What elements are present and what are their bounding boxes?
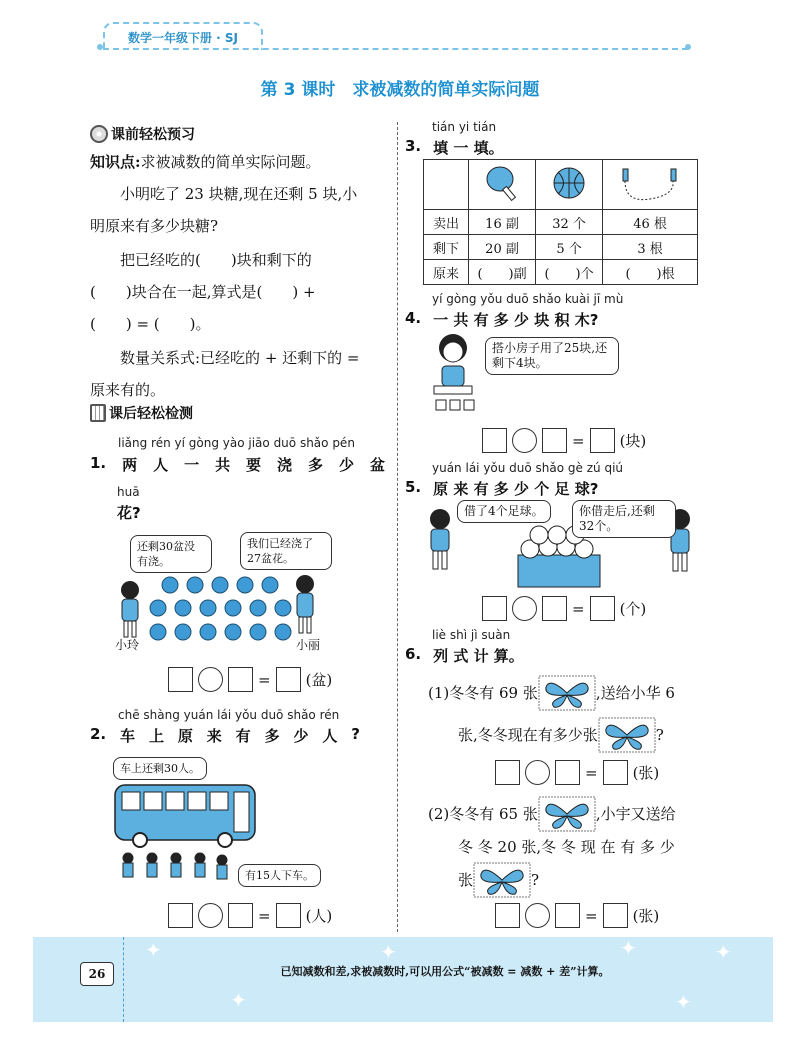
q5-question bbox=[405, 478, 598, 499]
q4-text: 一 共 有 多 少 块 积 木? bbox=[433, 311, 599, 329]
q1-char: 共 bbox=[215, 456, 231, 474]
footer-tip: 已知减数和差,求被减数时,可以用公式“被减数 = 减数 + 差”计算。 bbox=[280, 965, 610, 978]
q1-pinyin2: huā bbox=[117, 485, 140, 499]
q6-part2-line1 bbox=[428, 796, 676, 832]
knowledge-text: 求被减数的简单实际问题。 bbox=[140, 153, 321, 171]
q6-part1-text-a: (1)冬冬有 69 张 bbox=[428, 684, 538, 702]
relation-line2: 原来有的。 bbox=[90, 381, 166, 399]
q3-table bbox=[423, 159, 698, 285]
passengers-getting-off bbox=[123, 853, 227, 879]
table-row bbox=[424, 210, 698, 235]
q2-pinyin: chē shàng yuán lái yǒu duō shǎo rén bbox=[118, 708, 340, 722]
operator-circle[interactable] bbox=[512, 428, 537, 453]
answer-box[interactable] bbox=[555, 760, 580, 785]
operator-circle[interactable] bbox=[198, 667, 223, 692]
q1-question-line2: 花? bbox=[117, 504, 141, 522]
answer-box[interactable] bbox=[276, 667, 301, 692]
q2-char: 上 bbox=[148, 727, 164, 745]
header-tab: 数学一年级下册 · SJ bbox=[103, 22, 263, 50]
check-section-label: 课后轻松检测 bbox=[109, 406, 193, 422]
q4-equation: = (块) bbox=[482, 428, 646, 453]
preview-section-label: 课前轻松预习 bbox=[111, 127, 195, 143]
q1-question bbox=[90, 454, 385, 475]
knowledge-label: 知识点: bbox=[90, 153, 141, 171]
table-cell-answer[interactable]: ( )根 bbox=[603, 260, 698, 285]
q6-part2-line2: 冬 冬 20 张,冬 冬 现 在 有 多 少 bbox=[458, 838, 675, 856]
table-cell: 16 副 bbox=[469, 210, 536, 235]
flower-pots bbox=[150, 577, 291, 640]
table-cell: 46 根 bbox=[603, 210, 698, 235]
answer-box[interactable] bbox=[276, 903, 301, 928]
q1-unit: (盆) bbox=[305, 671, 333, 689]
star-icon: ✦ bbox=[715, 940, 732, 964]
girl-right-figure bbox=[296, 575, 314, 633]
q1-char: 两 bbox=[122, 456, 138, 474]
butterfly-stamp-icon bbox=[538, 796, 596, 832]
answer-box[interactable] bbox=[603, 760, 628, 785]
q6-part1-unit: (张) bbox=[632, 764, 660, 782]
q6-part1-text-c: 张,冬冬现在有多少张 bbox=[458, 726, 598, 744]
header-divider bbox=[103, 48, 688, 50]
jump-rope-icon bbox=[615, 163, 685, 203]
q6-part2-text-b: ,小宇又送给 bbox=[595, 805, 676, 823]
q1-pinyin: liǎng rén yí gòng yào jiāo duō shǎo pén bbox=[118, 436, 355, 450]
answer-box[interactable] bbox=[590, 596, 615, 621]
q5-text: 原 来 有 多 少 个 足 球? bbox=[433, 480, 599, 498]
q6-part1-equation: = (张) bbox=[495, 760, 659, 785]
q2-char: 车 bbox=[120, 727, 136, 745]
q5-bubble-left: 借了4个足球。 bbox=[457, 500, 551, 523]
q1-name-left: 小玲 bbox=[115, 638, 140, 652]
header-dot bbox=[97, 44, 103, 50]
ping-pong-paddle-icon bbox=[482, 163, 522, 203]
answer-box[interactable] bbox=[590, 428, 615, 453]
q1-bubble-right: 我们已经浇了27盆花。 bbox=[240, 532, 332, 570]
q2-question bbox=[90, 725, 360, 746]
q1-number: 1. bbox=[90, 454, 107, 472]
q4-bubble: 搭小房子用了25块,还剩下4块。 bbox=[485, 337, 619, 375]
column-divider bbox=[397, 122, 398, 932]
q6-part2-line3 bbox=[458, 862, 539, 898]
q6-part1-line1 bbox=[428, 675, 675, 711]
q2-char: ? bbox=[351, 725, 360, 743]
table-cell: 20 副 bbox=[469, 235, 536, 260]
q6-part2-text-a: (2)冬冬有 65 张 bbox=[428, 805, 538, 823]
table-cell-answer[interactable]: ( )副 bbox=[469, 260, 536, 285]
q6-part1-text-b: ,送给小华 6 bbox=[595, 684, 675, 702]
table-cell-answer[interactable]: ( )个 bbox=[536, 260, 603, 285]
answer-box[interactable] bbox=[495, 903, 520, 928]
preview-section-heading bbox=[90, 124, 195, 144]
q2-char: 原 bbox=[177, 727, 193, 745]
q1-name-right: 小丽 bbox=[296, 638, 321, 652]
q1-illustration bbox=[110, 570, 325, 660]
q5-equation: = (个) bbox=[482, 596, 646, 621]
table-row bbox=[424, 235, 698, 260]
q6-number: 6. bbox=[405, 645, 422, 663]
bus-icon bbox=[115, 785, 255, 847]
table-cell bbox=[469, 160, 536, 210]
calculator-icon bbox=[90, 404, 106, 422]
q1-char: 盆 bbox=[369, 456, 385, 474]
answer-box[interactable] bbox=[168, 903, 193, 928]
q2-char: 人 bbox=[322, 727, 338, 745]
q1-char: 一 bbox=[184, 456, 200, 474]
q3-question bbox=[405, 137, 504, 158]
page-number: 26 bbox=[80, 962, 114, 986]
operator-circle[interactable] bbox=[512, 596, 537, 621]
q6-question bbox=[405, 645, 524, 666]
preview-fill-line2: ( )块合在一起,算式是( ) + bbox=[90, 283, 316, 301]
star-icon: ✦ bbox=[675, 990, 692, 1014]
q6-part2-text-e: ? bbox=[531, 871, 540, 889]
table-cell: 32 个 bbox=[536, 210, 603, 235]
q2-char: 多 bbox=[264, 727, 280, 745]
q5-bubble-right: 你借走后,还剩32个。 bbox=[572, 500, 676, 538]
girl-left-figure bbox=[121, 581, 139, 637]
operator-circle[interactable] bbox=[198, 903, 223, 928]
basketball-icon bbox=[549, 163, 589, 203]
q1-char: 多 bbox=[308, 456, 324, 474]
preview-fill-line1: 把已经吃的( )块和剩下的 bbox=[120, 251, 312, 269]
q6-part2-equation: = (张) bbox=[495, 903, 659, 928]
q5-number: 5. bbox=[405, 478, 422, 496]
q2-char: 少 bbox=[293, 727, 309, 745]
q6-text: 列 式 计 算。 bbox=[433, 647, 524, 665]
preview-problem-line1: 小明吃了 23 块糖,现在还剩 5 块,小 bbox=[120, 185, 358, 203]
answer-box[interactable] bbox=[228, 903, 253, 928]
q1-char: 浇 bbox=[277, 456, 293, 474]
header-dot bbox=[685, 44, 691, 50]
star-icon: ✦ bbox=[620, 936, 637, 960]
q5-pinyin: yuán lái yǒu duō shǎo gè zú qiú bbox=[432, 461, 624, 475]
butterfly-stamp-icon bbox=[598, 717, 656, 753]
table-cell bbox=[536, 160, 603, 210]
q2-char: 有 bbox=[235, 727, 251, 745]
q1-char: 人 bbox=[153, 456, 169, 474]
q2-equation: = (人) bbox=[168, 903, 332, 928]
table-cell: 3 根 bbox=[603, 235, 698, 260]
q6-part1-text-d: ? bbox=[655, 726, 664, 744]
butterfly-stamp-icon bbox=[538, 675, 596, 711]
answer-box[interactable] bbox=[482, 428, 507, 453]
answer-box[interactable] bbox=[495, 760, 520, 785]
q5-unit: (个) bbox=[619, 600, 647, 618]
q4-question bbox=[405, 309, 598, 330]
answer-box[interactable] bbox=[168, 667, 193, 692]
q3-number: 3. bbox=[405, 137, 422, 155]
table-cell: 原来 bbox=[424, 260, 469, 285]
q3-text: 填 一 填。 bbox=[433, 139, 504, 157]
film-reel-icon bbox=[90, 125, 108, 143]
relation-line1: 数量关系式:已经吃的 + 还剩下的 = bbox=[120, 349, 360, 367]
table-cell bbox=[603, 160, 698, 210]
q3-pinyin: tián yi tián bbox=[432, 120, 497, 134]
preview-problem-line2: 明原来有多少块糖? bbox=[90, 217, 219, 235]
table-cell: 剩下 bbox=[424, 235, 469, 260]
q6-pinyin: liè shì jì suàn bbox=[432, 628, 511, 642]
table-cell: 5 个 bbox=[536, 235, 603, 260]
table-cell bbox=[424, 160, 469, 210]
q6-part2-unit: (张) bbox=[632, 907, 660, 925]
q2-unit: (人) bbox=[305, 907, 333, 925]
q1-equation: = (盆) bbox=[168, 667, 332, 692]
answer-box[interactable] bbox=[542, 428, 567, 453]
table-row bbox=[424, 260, 698, 285]
footer-divider bbox=[123, 937, 124, 1022]
table-row bbox=[424, 160, 698, 210]
answer-box[interactable] bbox=[228, 667, 253, 692]
check-section-heading bbox=[90, 403, 193, 423]
q4-pinyin: yí gòng yǒu duō shǎo kuài jī mù bbox=[432, 292, 624, 306]
butterfly-stamp-icon bbox=[473, 862, 531, 898]
star-icon: ✦ bbox=[380, 940, 397, 964]
answer-box[interactable] bbox=[555, 903, 580, 928]
table-cell: 卖出 bbox=[424, 210, 469, 235]
operator-circle[interactable] bbox=[525, 760, 550, 785]
q1-char: 要 bbox=[246, 456, 262, 474]
knowledge-point bbox=[90, 148, 390, 176]
operator-circle[interactable] bbox=[525, 903, 550, 928]
q4-number: 4. bbox=[405, 309, 422, 327]
q2-bubble-bottom: 有15人下车。 bbox=[238, 864, 321, 887]
q2-char: 来 bbox=[206, 727, 222, 745]
q4-boy-with-blocks bbox=[428, 330, 488, 420]
q2-bubble-top: 车上还剩30人。 bbox=[113, 757, 207, 780]
q1-char: 少 bbox=[339, 456, 355, 474]
boy-left-figure bbox=[430, 509, 450, 569]
q4-unit: (块) bbox=[619, 432, 647, 450]
q2-number: 2. bbox=[90, 725, 107, 743]
star-icon: ✦ bbox=[145, 938, 162, 962]
q6-part2-text-d: 张 bbox=[458, 871, 474, 889]
q6-part1-line2 bbox=[458, 717, 664, 753]
answer-box[interactable] bbox=[603, 903, 628, 928]
preview-fill-line3: ( ) = ( )。 bbox=[90, 315, 211, 333]
answer-box[interactable] bbox=[482, 596, 507, 621]
star-icon: ✦ bbox=[230, 988, 247, 1012]
answer-box[interactable] bbox=[542, 596, 567, 621]
q1-bubble-left: 还剩30盆没有浇。 bbox=[130, 535, 212, 573]
footer-band bbox=[33, 937, 773, 1022]
page-title: 第 3 课时 求被减数的简单实际问题 bbox=[260, 80, 540, 100]
